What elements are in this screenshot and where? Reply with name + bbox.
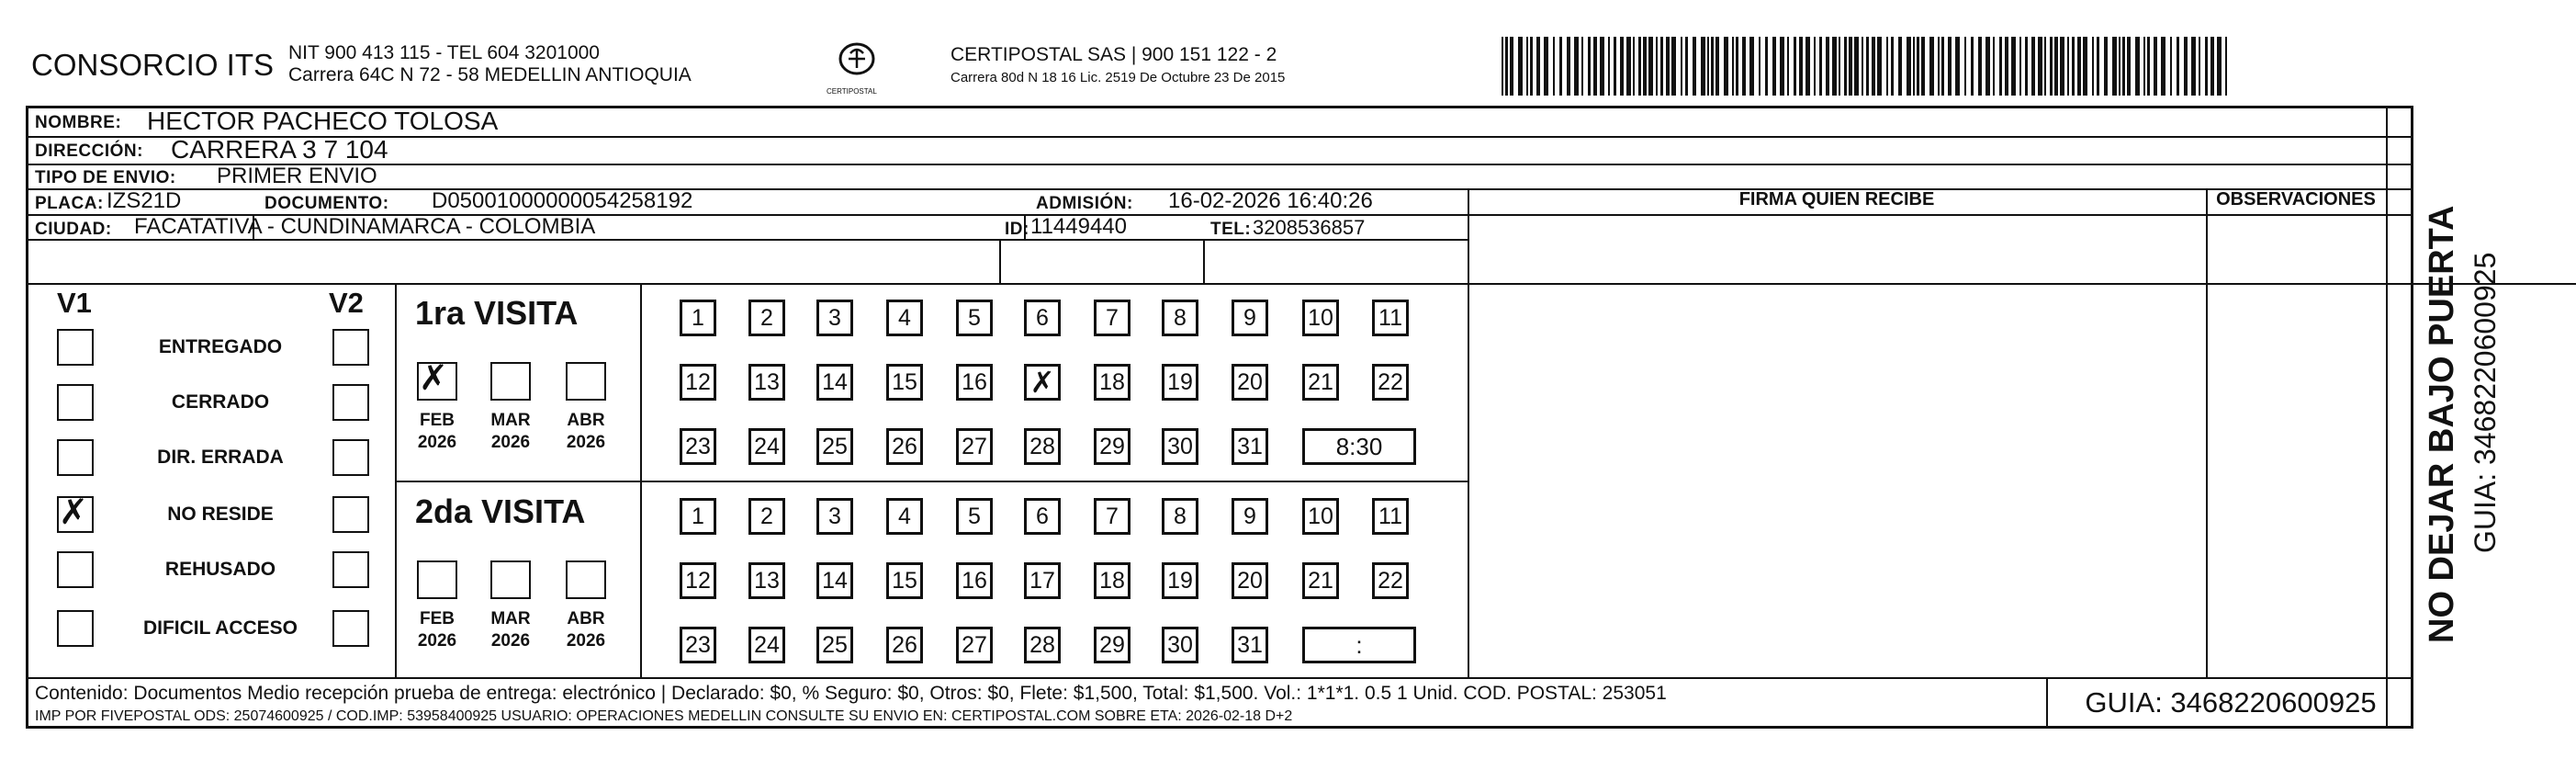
barcode-bar <box>2019 37 2021 96</box>
day-box[interactable]: 4 <box>886 300 923 336</box>
day-box[interactable]: 25 <box>816 428 853 465</box>
barcode-bar <box>1819 37 1822 96</box>
barcode-bar <box>1978 37 1982 96</box>
day-box[interactable]: 27 <box>956 428 993 465</box>
guia-box: GUIA: 3468220600925 <box>2046 677 2413 729</box>
barcode-bar <box>1707 37 1709 96</box>
barcode-bar <box>2038 37 2042 96</box>
barcode-bar <box>1866 37 1869 96</box>
day-box[interactable]: 29 <box>1094 428 1131 465</box>
day-box[interactable]: 13 <box>748 562 785 599</box>
day-box[interactable]: 31 <box>1232 428 1268 465</box>
ciudad-label: CIUDAD: <box>35 220 112 239</box>
barcode-bar <box>2031 37 2035 96</box>
barcode-bar <box>1510 37 1513 96</box>
day-box[interactable]: 1 <box>680 498 716 535</box>
barcode-bar <box>1929 37 1934 96</box>
certipostal-address: Carrera 80d N 18 16 Lic. 2519 De Octubre 23 De 2015 <box>951 70 1286 85</box>
barcode-bar <box>1701 37 1705 96</box>
col-divider <box>1203 239 1205 283</box>
id-label: ID: <box>1005 220 1029 239</box>
month-label: ABR 2026 <box>566 411 606 452</box>
barcode-bar <box>1742 37 1746 96</box>
day-box[interactable]: 19 <box>1162 562 1198 599</box>
barcode-bar <box>1862 37 1863 96</box>
day-box[interactable]: 3 <box>816 300 853 336</box>
month-checkbox[interactable] <box>566 560 606 599</box>
barcode-bar <box>2135 37 2140 96</box>
v1-checkbox[interactable] <box>57 610 94 647</box>
documento-label: DOCUMENTO: <box>264 194 389 213</box>
day-box[interactable]: 18 <box>1094 364 1131 401</box>
barcode-bar <box>2161 37 2165 96</box>
barcode-bar <box>1736 37 1738 96</box>
barcode-bar <box>1898 37 1902 96</box>
col-divider <box>2206 188 2208 677</box>
tel-label: TEL: <box>1210 220 1252 239</box>
col-divider <box>2386 106 2388 729</box>
barcode-bar <box>1832 37 1837 96</box>
v1-header: V1 <box>57 287 92 319</box>
day-box[interactable]: 14 <box>816 562 853 599</box>
check-mark: ✗ <box>59 492 88 532</box>
nombre-label: NOMBRE: <box>35 113 122 132</box>
barcode-bar <box>2011 37 2016 96</box>
day-box[interactable]: 26 <box>886 428 923 465</box>
day-box[interactable]: 23 <box>680 627 716 663</box>
time-box[interactable]: : <box>1302 627 1416 663</box>
barcode-bar <box>2184 37 2188 96</box>
visit-title: 1ra VISITA <box>415 294 579 332</box>
month-checkbox[interactable] <box>566 362 606 401</box>
barcode-bar <box>1955 37 1960 96</box>
barcode-bar <box>1839 37 1840 96</box>
logo-text: CERTIPOSTAL <box>827 87 877 96</box>
barcode-bar <box>2104 37 2108 96</box>
status-label: DIFICIL ACCESO <box>142 617 298 639</box>
day-box[interactable]: 12 <box>680 364 716 401</box>
tel-value: 3208536857 <box>1253 216 1366 239</box>
v2-checkbox[interactable] <box>332 551 369 588</box>
barcode-bar <box>1826 37 1829 96</box>
month-checkbox[interactable] <box>490 560 531 599</box>
day-box[interactable]: 29 <box>1094 627 1131 663</box>
barcode-bar <box>1681 37 1682 96</box>
day-box[interactable]: 22 <box>1372 364 1409 401</box>
status-label: DIR. ERRADA <box>157 447 284 468</box>
contenido-text: Contenido: Documentos Medio recepción prueba de entrega: electrónico | Declarado: $0, % Seguro: $0, Otros: $0, Flete: $1,500, Total: $1,500. Vol.: 1*1*1. 0.5 1 Unid. COD. POSTAL: 253051 <box>35 683 1667 704</box>
placa-label: PLACA: <box>35 194 104 213</box>
v1-checkbox[interactable] <box>57 551 94 588</box>
certipostal-line: CERTIPOSTAL SAS | 900 151 122 - 2 <box>951 44 1277 65</box>
day-box[interactable]: 4 <box>886 498 923 535</box>
barcode-bar <box>1626 37 1631 96</box>
day-box[interactable] <box>1024 364 1061 401</box>
day-box[interactable]: 30 <box>1162 428 1198 465</box>
v2-checkbox[interactable] <box>332 384 369 421</box>
barcode-bar <box>1938 37 1940 96</box>
day-box[interactable]: 21 <box>1302 364 1339 401</box>
barcode-bar <box>1656 37 1658 96</box>
barcode-bar <box>1666 37 1670 96</box>
barcode-bar <box>2225 37 2227 96</box>
barcode <box>1502 37 2236 96</box>
day-box[interactable]: 7 <box>1094 300 1131 336</box>
day-box[interactable]: 11 <box>1372 498 1409 535</box>
day-box[interactable]: 16 <box>956 562 993 599</box>
barcode-bar <box>1844 37 1847 96</box>
month-checkbox[interactable] <box>490 362 531 401</box>
barcode-bar <box>1671 37 1676 96</box>
day-box[interactable]: 24 <box>748 627 785 663</box>
day-box[interactable]: 21 <box>1302 562 1339 599</box>
day-box[interactable]: 14 <box>816 364 853 401</box>
barcode-bar <box>2072 37 2075 96</box>
barcode-bar <box>1581 37 1583 96</box>
admision-value: 16-02-2026 16:40:26 <box>1168 188 1373 213</box>
month-label: FEB 2026 <box>417 609 457 651</box>
barcode-bar <box>1765 37 1768 96</box>
barcode-bar <box>2083 37 2087 96</box>
day-check-mark: ✗ <box>1029 366 1055 399</box>
day-box[interactable]: 19 <box>1162 364 1198 401</box>
month-label: FEB 2026 <box>417 411 457 452</box>
barcode-bar <box>1907 37 1911 96</box>
day-box[interactable]: 25 <box>816 627 853 663</box>
day-box[interactable]: 11 <box>1372 300 1409 336</box>
barcode-bar <box>1780 37 1784 96</box>
day-box[interactable]: 31 <box>1232 627 1268 663</box>
barcode-bar <box>1971 37 1974 96</box>
barcode-bar <box>1608 37 1610 96</box>
day-box[interactable]: 10 <box>1302 300 1339 336</box>
barcode-bar <box>1886 37 1888 96</box>
barcode-bar <box>2067 37 2069 96</box>
status-label: NO RESIDE <box>167 504 274 525</box>
barcode-bar <box>1917 37 1919 96</box>
barcode-bar <box>2217 37 2222 96</box>
barcode-bar <box>2170 37 2172 96</box>
barcode-bar <box>1530 37 1533 96</box>
barcode-bar <box>1574 37 1579 96</box>
barcode-bar <box>1913 37 1915 96</box>
barcode-bar <box>2143 37 2145 96</box>
day-box[interactable]: 18 <box>1094 562 1131 599</box>
barcode-bar <box>2210 37 2214 96</box>
day-box[interactable]: 8 <box>1162 300 1198 336</box>
day-box[interactable]: 2 <box>748 498 785 535</box>
barcode-bar <box>1715 37 1719 96</box>
barcode-bar <box>2060 37 2064 96</box>
day-box[interactable]: 7 <box>1094 498 1131 535</box>
barcode-bar <box>1633 37 1635 96</box>
barcode-bar <box>2147 37 2150 96</box>
day-box[interactable]: 5 <box>956 498 993 535</box>
barcode-bar <box>2077 37 2081 96</box>
barcode-bar <box>2054 37 2058 96</box>
barcode-bar <box>1711 37 1714 96</box>
v1-checkbox[interactable] <box>57 439 94 476</box>
day-box[interactable]: 15 <box>886 364 923 401</box>
barcode-bar <box>1985 37 1990 96</box>
barcode-bar <box>2050 37 2053 96</box>
barcode-bar <box>1794 37 1796 96</box>
day-box[interactable]: 24 <box>748 428 785 465</box>
barcode-bar <box>1553 37 1555 96</box>
barcode-bar <box>2177 37 2179 96</box>
day-box[interactable]: 22 <box>1372 562 1409 599</box>
barcode-bar <box>1772 37 1776 96</box>
visit-title: 2da VISITA <box>415 492 586 530</box>
barcode-bar <box>1814 37 1816 96</box>
day-box[interactable]: 30 <box>1162 627 1198 663</box>
row-divider <box>1468 283 2576 285</box>
barcode-bar <box>1941 37 1944 96</box>
nombre-value: HECTOR PACHECO TOLOSA <box>147 107 499 135</box>
v2-header: V2 <box>329 287 364 319</box>
barcode-bar <box>1620 37 1624 96</box>
barcode-bar <box>1948 37 1952 96</box>
ciudad-value: FACATATIVA - CUNDINAMARCA - COLOMBIA <box>134 214 596 239</box>
month-label: ABR 2026 <box>566 609 606 651</box>
barcode-bar <box>1660 37 1663 96</box>
col-divider <box>999 239 1001 283</box>
observaciones-header: OBSERVACIONES <box>2216 189 2376 209</box>
barcode-bar <box>1685 37 1688 96</box>
barcode-bar <box>1536 37 1540 96</box>
day-box[interactable]: 9 <box>1232 300 1268 336</box>
barcode-bar <box>1787 37 1789 96</box>
barcode-bar <box>1799 37 1803 96</box>
barcode-bar <box>1849 37 1852 96</box>
time-box[interactable]: 8:30 <box>1302 428 1416 465</box>
barcode-bar <box>1505 37 1508 96</box>
barcode-bar <box>1724 37 1728 96</box>
day-box[interactable]: 6 <box>1024 300 1061 336</box>
day-box[interactable]: 12 <box>680 562 716 599</box>
status-label: REHUSADO <box>164 559 276 580</box>
row-divider <box>26 283 1468 285</box>
barcode-bar <box>2205 37 2208 96</box>
barcode-bar <box>1854 37 1859 96</box>
nit-line: NIT 900 413 115 - TEL 604 3201000 <box>288 42 600 63</box>
barcode-bar <box>1638 37 1641 96</box>
day-box[interactable]: 6 <box>1024 498 1061 535</box>
row-divider <box>1468 214 2413 216</box>
barcode-bar <box>1805 37 1810 96</box>
day-box[interactable]: 20 <box>1232 562 1268 599</box>
day-box[interactable]: 8 <box>1162 498 1198 535</box>
barcode-bar <box>2122 37 2125 96</box>
day-box[interactable]: 13 <box>748 364 785 401</box>
barcode-bar <box>1993 37 1995 96</box>
barcode-bar <box>2112 37 2117 96</box>
barcode-bar <box>1732 37 1734 96</box>
v2-checkbox[interactable] <box>332 610 369 647</box>
day-box[interactable]: 16 <box>956 364 993 401</box>
company-name: CONSORCIO ITS <box>31 48 275 82</box>
admision-label: ADMISIÓN: <box>1036 194 1133 213</box>
barcode-bar <box>1891 37 1894 96</box>
day-box[interactable]: 26 <box>886 627 923 663</box>
barcode-bar <box>2154 37 2157 96</box>
barcode-bar <box>1999 37 2002 96</box>
barcode-bar <box>1526 37 1528 96</box>
barcode-bar <box>1648 37 1653 96</box>
barcode-bar <box>1643 37 1647 96</box>
day-box[interactable]: 27 <box>956 627 993 663</box>
barcode-bar <box>1502 37 1503 96</box>
status-label: ENTREGADO <box>158 336 283 357</box>
barcode-bar <box>1600 37 1604 96</box>
direccion-label: DIRECCIÓN: <box>35 141 143 161</box>
day-box[interactable]: 3 <box>816 498 853 535</box>
barcode-bar <box>1759 37 1760 96</box>
barcode-bar <box>2199 37 2200 96</box>
day-box[interactable]: 10 <box>1302 498 1339 535</box>
barcode-bar <box>1588 37 1591 96</box>
direccion-value: CARRERA 3 7 104 <box>171 135 388 164</box>
day-box[interactable]: 28 <box>1024 627 1061 663</box>
month-checkbox[interactable] <box>417 560 457 599</box>
col-divider <box>1468 188 1469 677</box>
day-box[interactable]: 5 <box>956 300 993 336</box>
row-divider <box>395 481 1468 482</box>
barcode-bar <box>1567 37 1570 96</box>
firma-header: FIRMA QUIEN RECIBE <box>1738 189 1935 209</box>
month-label: MAR 2026 <box>490 609 531 651</box>
v2-checkbox[interactable] <box>332 439 369 476</box>
barcode-bar <box>1921 37 1925 96</box>
day-box[interactable]: 1 <box>680 300 716 336</box>
id-value: 11449440 <box>1030 214 1127 239</box>
day-box[interactable]: 15 <box>886 562 923 599</box>
imp-text: IMP POR FIVEPOSTAL ODS: 25074600925 / COD.IMP: 53958400925 USUARIO: OPERACIONES MEDELLIN CONSULTE SU ENVIO EN: CERTIPOSTAL.COM SOBRE ETA: 2026-02-18 D+2 <box>35 708 1293 724</box>
month-label: MAR 2026 <box>490 411 531 452</box>
status-label: CERRADO <box>171 391 270 413</box>
tipo-envio-label: TIPO DE ENVIO: <box>35 168 176 187</box>
side-warning: NO DEJAR BAJO PUERTA <box>2423 205 2461 643</box>
barcode-bar <box>2044 37 2046 96</box>
company-contact <box>288 42 692 86</box>
day-box[interactable]: 28 <box>1024 428 1061 465</box>
barcode-bar <box>1877 37 1882 96</box>
barcode-bar <box>1872 37 1875 96</box>
v1-checkbox[interactable] <box>57 384 94 421</box>
barcode-bar <box>2092 37 2094 96</box>
barcode-bar <box>2097 37 2099 96</box>
v1-checkbox[interactable] <box>57 329 94 366</box>
barcode-bar <box>2119 37 2120 96</box>
barcode-bar <box>1749 37 1754 96</box>
certipostal-logo-icon <box>830 37 883 90</box>
v2-checkbox[interactable] <box>332 496 369 533</box>
day-box[interactable]: 17 <box>1024 562 1061 599</box>
v2-checkbox[interactable] <box>332 329 369 366</box>
side-guia: GUIA: 3468220600925 <box>2469 252 2502 553</box>
barcode-bar <box>1544 37 1548 96</box>
placa-value: IZS21D <box>107 188 182 213</box>
barcode-bar <box>1559 37 1562 96</box>
barcode-bar <box>1593 37 1597 96</box>
day-box[interactable]: 20 <box>1232 364 1268 401</box>
day-box[interactable]: 23 <box>680 428 716 465</box>
barcode-bar <box>1614 37 1616 96</box>
address-line: Carrera 64C N 72 - 58 MEDELLIN ANTIOQUIA <box>288 64 692 85</box>
barcode-bar <box>2127 37 2131 96</box>
day-box[interactable]: 2 <box>748 300 785 336</box>
barcode-bar <box>1693 37 1696 96</box>
barcode-bar <box>1964 37 1966 96</box>
check-mark: ✗ <box>419 357 448 398</box>
documento-value: D05001000000054258192 <box>432 188 693 213</box>
barcode-bar <box>2191 37 2196 96</box>
day-box[interactable]: 9 <box>1232 498 1268 535</box>
barcode-bar <box>2005 37 2008 96</box>
tipo-envio-value: PRIMER ENVIO <box>217 164 377 188</box>
barcode-bar <box>1518 37 1523 96</box>
barcode-bar <box>2025 37 2028 96</box>
